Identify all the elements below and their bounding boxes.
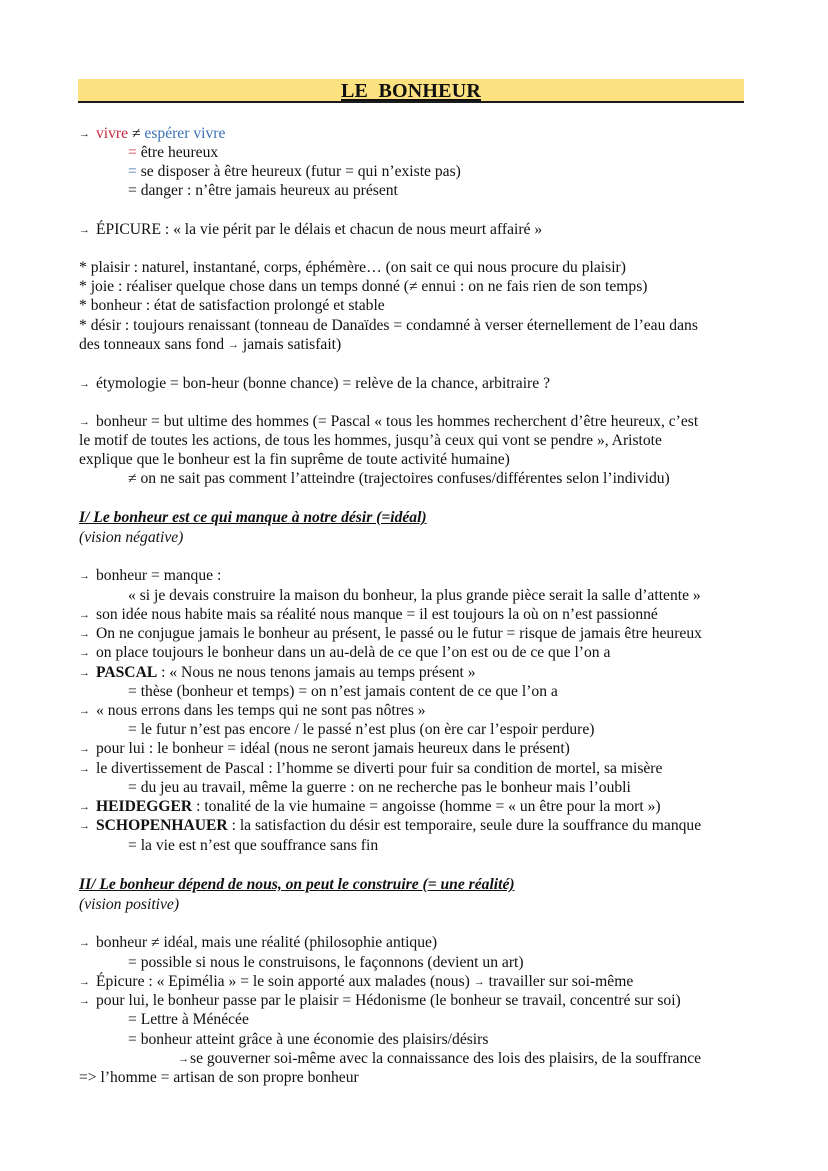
s1-line: [79, 759, 662, 778]
intro-eq-1: [128, 143, 218, 162]
s2-text: pour lui, le bonheur passe par le plaisir = Hédonisme (le bonheur se travail, concentré sur soi): [96, 992, 681, 1009]
definition-desir-cont-text: des tonneaux sans fond: [79, 336, 225, 353]
s1-text: on place toujours le bonheur dans un au-delà de ce que l’on est ou de ce que l’on a: [96, 644, 611, 661]
arrow-icon: →: [178, 1053, 189, 1065]
arrow-icon: →: [79, 667, 90, 679]
intro-eq-3: = danger : n’être jamais heureux au présent: [128, 182, 398, 199]
arrow-icon: →: [79, 743, 90, 755]
arrow-icon: →: [79, 128, 90, 140]
s1-schopenhauer-line: [79, 816, 701, 835]
esperer-text: espérer vivre: [144, 125, 226, 142]
s2-text: bonheur ≠ idéal, mais une réalité (philosophie antique): [96, 934, 438, 951]
s1-quote-line: « si je devais construire la maison du bonheur, la plus grande pièce serait la salle d’attente »: [128, 587, 701, 604]
arrow-icon: →: [79, 801, 90, 813]
definition-plaisir: * plaisir : naturel, instantané, corps, éphémère… (on sait ce qui nous procure du plaisir): [79, 259, 626, 276]
s2-sub-line: = Lettre à Ménécée: [128, 1011, 249, 1028]
definition-desir-end: jamais satisfait): [239, 336, 342, 353]
definition-desir-cont: [79, 335, 341, 354]
but-ultime-line-4: ≠ on ne sait pas comment l’atteindre (trajectoires confuses/différentes selon l’individu): [128, 470, 670, 487]
arrow-icon: →: [79, 937, 90, 949]
arrow-icon: →: [473, 976, 485, 988]
s1-line: [79, 643, 610, 662]
arrow-icon: →: [79, 378, 90, 390]
arrow-icon: →: [79, 976, 90, 988]
intro-eq-2: [128, 162, 461, 181]
arrow-icon: →: [79, 570, 90, 582]
epicure-quote-text: ÉPICURE : « la vie périt par le délais et chacun de nous meurt affairé »: [96, 221, 543, 238]
section-2-title: II/ Le bonheur dépend de nous, on peut le construire (= une réalité): [79, 876, 515, 893]
section-1-subtitle: (vision négative): [79, 529, 184, 546]
but-ultime-line-1: [79, 412, 698, 431]
arrow-icon: →: [79, 628, 90, 640]
arrow-icon: →: [79, 416, 90, 428]
s1-line: [79, 739, 570, 758]
s2-sub-line: = bonheur atteint grâce à une économie des plaisirs/désirs: [128, 1031, 489, 1048]
s2-line: [79, 933, 437, 952]
s1-pascal-line: [79, 663, 476, 682]
arrow-icon: →: [79, 995, 90, 1007]
s1-text: : la satisfaction du désir est temporaire, seule dure la souffrance du manque: [227, 817, 702, 834]
s1-sub-line: = thèse (bonheur et temps) = on n’est jamais content de ce que l’on a: [128, 683, 558, 700]
s2-deep-line: [178, 1049, 701, 1068]
but-ultime-line-3: explique que le bonheur est la fin suprême de toute activité humaine): [79, 451, 510, 468]
arrow-icon: →: [79, 647, 90, 659]
s1-text: : « Nous ne nous tenons jamais au temps présent »: [157, 664, 476, 681]
author-heidegger: HEIDEGGER: [96, 798, 193, 815]
s1-text: bonheur = manque :: [96, 567, 222, 584]
etymologie-text: étymologie = bon-heur (bonne chance) = relève de la chance, arbitraire ?: [96, 375, 550, 392]
s1-sub-line: = du jeu au travail, même la guerre : on ne recherche pas le bonheur mais l’oubli: [128, 779, 631, 796]
intro-line: [79, 124, 225, 143]
but-ultime-line-2: le motif de toutes les actions, de tous les hommes, jusqu’à ceux qui vont se pendre », Aristote: [79, 432, 662, 449]
definition-joie: * joie : réaliser quelque chose dans un temps donné (≠ ennui : on ne fais rien de son temps): [79, 278, 648, 295]
s1-line: [79, 624, 702, 643]
epicure-quote: [79, 220, 542, 239]
s1-text: : tonalité de la vie humaine = angoisse (homme = « un être pour la mort »): [192, 798, 661, 815]
s1-text: son idée nous habite mais sa réalité nous manque = il est toujours la où on n’est passionné: [96, 606, 658, 623]
page-title: LE BONHEUR: [340, 80, 481, 102]
vivre-text: vivre: [96, 125, 129, 142]
s1-line: [79, 566, 221, 585]
s1-text: le divertissement de Pascal : l’homme se diverti pour fuir sa condition de mortel, sa misère: [96, 760, 663, 777]
author-pascal: PASCAL: [96, 664, 158, 681]
author-schopenhauer: SCHOPENHAUER: [96, 817, 228, 834]
s1-text: pour lui : le bonheur = idéal (nous ne seront jamais heureux dans le présent): [96, 740, 570, 757]
definition-desir: * désir : toujours renaissant (tonneau de Danaïdes = condamné à verser éternellement de l’eau dans: [79, 317, 698, 334]
s2-conclusion: => l’homme = artisan de son propre bonheur: [79, 1069, 359, 1086]
s2-line: [79, 991, 681, 1010]
s1-sub-line: = la vie est n’est que souffrance sans fin: [128, 837, 379, 854]
arrow-icon: →: [79, 224, 90, 236]
equals-sign-blue: =: [128, 163, 137, 180]
definition-bonheur: * bonheur : état de satisfaction prolongé et stable: [79, 297, 385, 314]
intro-eq-2-text: se disposer à être heureux (futur = qui n’existe pas): [136, 163, 461, 180]
not-equal-sign: ≠: [128, 125, 145, 142]
arrow-icon: →: [79, 705, 90, 717]
arrow-icon: →: [79, 763, 90, 775]
s2-text: travailler sur soi-même: [484, 973, 634, 990]
arrow-icon: →: [79, 820, 90, 832]
s2-sub-line: = possible si nous le construisons, le façonnons (devient un art): [128, 954, 524, 971]
s1-heidegger-line: [79, 797, 661, 816]
s2-epicure-line: [79, 972, 633, 991]
etymologie-line: [79, 374, 550, 393]
s1-line: [79, 605, 658, 624]
arrow-icon: →: [79, 609, 90, 621]
s1-text: On ne conjugue jamais le bonheur au présent, le passé ou le futur = risque de jamais être heureux: [96, 625, 702, 642]
but-ultime-text-1: bonheur = but ultime des hommes (= Pascal « tous les hommes recherchent d’être heureux, c’est: [96, 413, 699, 430]
section-1-title: I/ Le bonheur est ce qui manque à notre désir (=idéal): [79, 509, 427, 526]
s2-text: se gouverner soi-même avec la connaissance des lois des plaisirs, de la souffrance: [190, 1050, 702, 1067]
arrow-icon: →: [228, 339, 239, 351]
intro-eq-1-text: être heureux: [136, 144, 219, 161]
s2-text: Épicure : « Epimélia » = le soin apporté aux malades (nous): [96, 973, 470, 990]
s1-line: [79, 701, 426, 720]
page-title-banner: [78, 79, 744, 103]
s1-text: « nous errons dans les temps qui ne sont pas nôtres »: [96, 702, 426, 719]
equals-sign-red: =: [128, 144, 137, 161]
section-2-subtitle: (vision positive): [79, 896, 180, 913]
s1-sub-line: = le futur n’est pas encore / le passé n’est plus (on ère car l’espoir perdure): [128, 721, 595, 738]
